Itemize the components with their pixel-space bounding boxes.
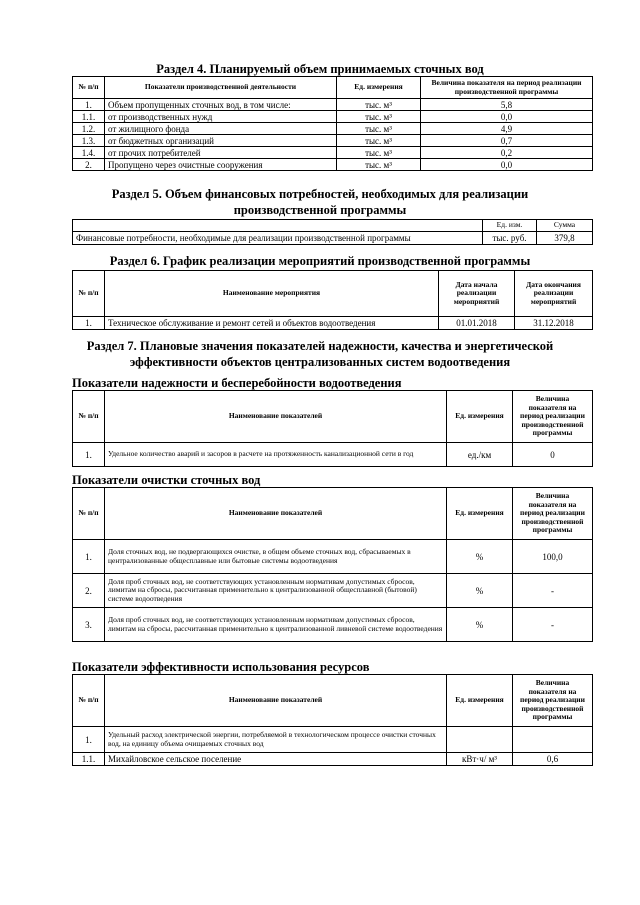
row-num: 3. — [73, 608, 105, 642]
col-header-num: № п/п — [73, 488, 105, 540]
row-unit: тыс. м³ — [337, 123, 421, 135]
section4-title: Раздел 4. Планируемый объем принимаемых сточных вод — [156, 62, 484, 76]
row-value: - — [513, 608, 593, 642]
col-header-name: Наименование показателей — [105, 391, 447, 443]
row-num: 1. — [73, 317, 105, 330]
row-unit: тыс. м³ — [337, 147, 421, 159]
row-name: Техническое обслуживание и ремонт сетей и объектов водоотведения — [105, 317, 439, 330]
table-row — [73, 135, 593, 147]
row-value: 0,2 — [421, 147, 593, 159]
row-name: Пропущено через очистные сооружения — [105, 159, 337, 171]
table-row — [73, 443, 593, 467]
row-value: 379,8 — [537, 232, 593, 245]
table-row — [73, 232, 593, 245]
row-num: 1.4. — [73, 147, 105, 159]
efficiency-table — [72, 674, 593, 766]
section6-title: Раздел 6. График реализации мероприятий производственной программы — [109, 254, 531, 268]
row-unit: % — [447, 608, 513, 642]
efficiency-title: Показатели эффективности использования ресурсов — [72, 660, 370, 674]
section5-title-line2: производственной программы — [233, 203, 407, 217]
section7-title-line1: Раздел 7. Плановые значения показателей надежности, качества и энергетической — [86, 339, 554, 353]
table-row — [73, 111, 593, 123]
col-header-unit: Ед. измерения — [447, 391, 513, 443]
table-row — [73, 574, 593, 608]
col-header-num: № п/п — [73, 675, 105, 727]
section5-table — [72, 219, 593, 245]
row-unit: % — [447, 540, 513, 574]
table-row — [73, 123, 593, 135]
table-header-row — [73, 488, 593, 540]
row-value: 100,0 — [513, 540, 593, 574]
treatment-table — [72, 487, 593, 642]
row-value: 4,9 — [421, 123, 593, 135]
row-value: 5,8 — [421, 99, 593, 111]
table-header-row — [73, 271, 593, 317]
row-unit: тыс. м³ — [337, 99, 421, 111]
row-name: Доля проб сточных вод, не соответствующих установленным нормативам допустимых сбросов, лимитам на сбросы, рассчитанная применительно к централизованной общесплавной (бытовой) системе водоотведения — [105, 574, 447, 608]
reliability-title: Показатели надежности и бесперебойности водоотведения — [72, 376, 402, 390]
col-header-value: Величина показателя на период реализации производственной программы — [421, 77, 593, 99]
col-header-name: Показатели производственной деятельности — [105, 77, 337, 99]
table-row — [73, 147, 593, 159]
col-header-sum: Сумма — [537, 220, 593, 232]
row-num: 1.1. — [73, 753, 105, 766]
row-name: от жилищного фонда — [105, 123, 337, 135]
row-num: 1. — [73, 540, 105, 574]
row-value — [513, 727, 593, 753]
table-header-row — [73, 77, 593, 99]
col-header-num: № п/п — [73, 271, 105, 317]
row-unit: тыс. м³ — [337, 111, 421, 123]
row-name: от производственных нужд — [105, 111, 337, 123]
col-header-num: № п/п — [73, 391, 105, 443]
table-row — [73, 99, 593, 111]
reliability-table — [72, 390, 593, 467]
row-unit — [447, 727, 513, 753]
section5-title-line1: Раздел 5. Объем финансовых потребностей, необходимых для реализации — [111, 187, 529, 201]
col-header-value: Величина показателя на период реализации производственной программы — [513, 391, 593, 443]
row-name: от бюджетных организаций — [105, 135, 337, 147]
row-name: Удельное количество аварий и засоров в расчете на протяженность канализационной сети в год — [105, 443, 447, 467]
table-header-row — [73, 391, 593, 443]
row-value: 0,0 — [421, 111, 593, 123]
row-num: 1. — [73, 99, 105, 111]
table-row — [73, 317, 593, 330]
row-unit: тыс. м³ — [337, 135, 421, 147]
col-header-value: Величина показателя на период реализации производственной программы — [513, 675, 593, 727]
row-num: 1.3. — [73, 135, 105, 147]
section7-title-line2: эффективности объектов централизованных систем водоотведения — [129, 355, 511, 369]
table-row — [73, 540, 593, 574]
table-row — [73, 608, 593, 642]
col-header-unit: Ед. изм. — [483, 220, 537, 232]
col-header-value: Величина показателя на период реализации производственной программы — [513, 488, 593, 540]
col-header-unit: Ед. измерения — [447, 488, 513, 540]
row-value: 0,0 — [421, 159, 593, 171]
col-header-num: № п/п — [73, 77, 105, 99]
row-num: 1.1. — [73, 111, 105, 123]
col-header-name: Наименование показателей — [105, 488, 447, 540]
blank-header-cell — [73, 220, 483, 232]
row-name: Доля сточных вод, не подвергающихся очистке, в общем объеме сточных вод, сбрасываемых в централизованные общесплавные или бытовые системы водоотведения — [105, 540, 447, 574]
row-unit: % — [447, 574, 513, 608]
row-name: Объем пропущенных сточных вод, в том числе: — [105, 99, 337, 111]
col-header-unit: Ед. измерения — [447, 675, 513, 727]
row-start: 01.01.2018 — [439, 317, 515, 330]
row-num: 2. — [73, 574, 105, 608]
col-header-start: Дата начала реализации мероприятий — [439, 271, 515, 317]
col-header-end: Дата окончания реализации мероприятий — [515, 271, 593, 317]
row-value: 0 — [513, 443, 593, 467]
row-num: 1. — [73, 443, 105, 467]
col-header-name: Наименование мероприятия — [105, 271, 439, 317]
table-row — [73, 753, 593, 766]
row-unit: тыс. руб. — [483, 232, 537, 245]
col-header-name: Наименование показателей — [105, 675, 447, 727]
table-row — [73, 159, 593, 171]
row-unit: кВт·ч/ м³ — [447, 753, 513, 766]
row-value: 0,6 — [513, 753, 593, 766]
row-name: Доля проб сточных вод, не соответствующих установленным нормативам допустимых сбросов, лимитам на сбросы, рассчитанная применительно к централизованной ливневой системе водоотведения — [105, 608, 447, 642]
row-num: 2. — [73, 159, 105, 171]
table-row — [73, 727, 593, 753]
row-num: 1. — [73, 727, 105, 753]
row-value: 0,7 — [421, 135, 593, 147]
row-name: от прочих потребителей — [105, 147, 337, 159]
row-value: - — [513, 574, 593, 608]
row-unit: тыс. м³ — [337, 159, 421, 171]
row-num: 1.2. — [73, 123, 105, 135]
row-unit: ед./км — [447, 443, 513, 467]
section6-table — [72, 270, 593, 330]
row-name: Михайловское сельское поселение — [105, 753, 447, 766]
row-name: Удельный расход электрической энергии, потребляемой в технологическом процессе очистки сточных вод, на единицу объема очищаемых сточных вод — [105, 727, 447, 753]
treatment-title: Показатели очистки сточных вод — [72, 473, 261, 487]
col-header-unit: Ед. измерения — [337, 77, 421, 99]
section4-table — [72, 76, 593, 171]
row-end: 31.12.2018 — [515, 317, 593, 330]
table-header-row — [73, 675, 593, 727]
table-header-row — [73, 220, 593, 232]
row-name: Финансовые потребности, необходимые для реализации производственной программы — [73, 232, 483, 245]
